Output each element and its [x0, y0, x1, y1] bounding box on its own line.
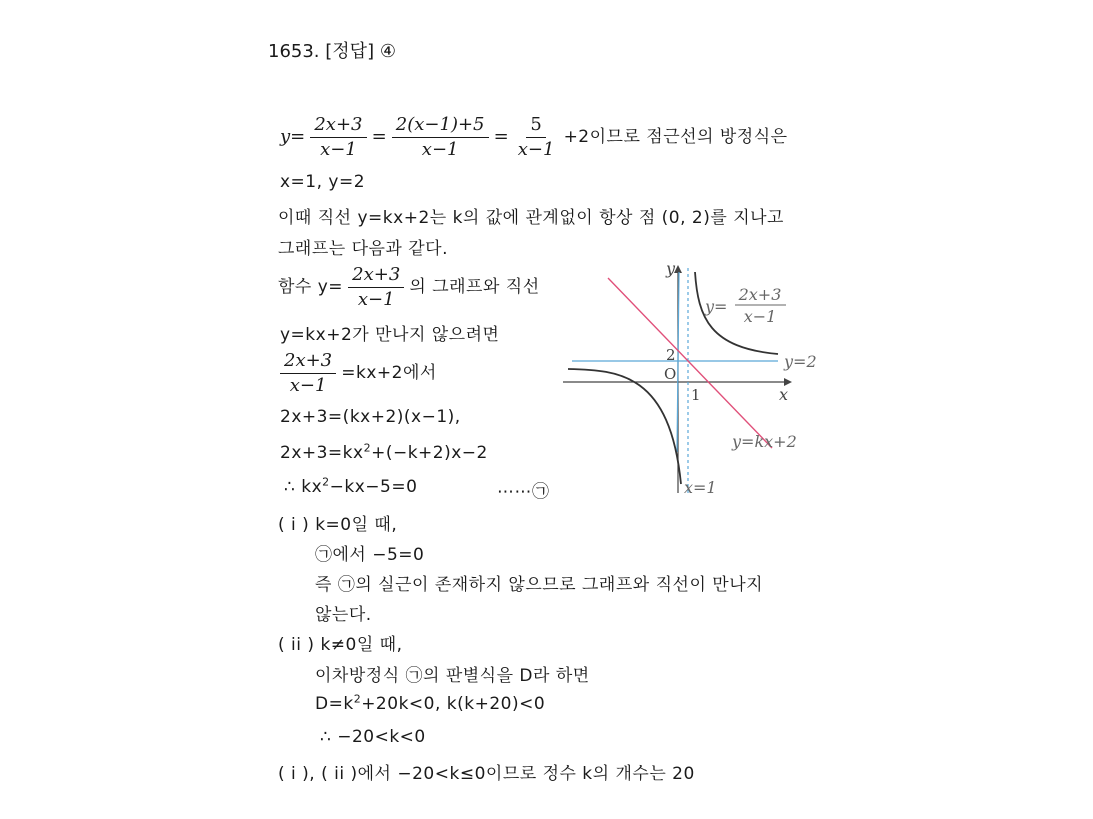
- line-1-tail: +2이므로 점근선의 방정식은: [563, 127, 788, 147]
- fraction-3: [514, 114, 559, 161]
- case-1-condition: k=0일 때,: [315, 515, 398, 535]
- line-9-b: +(−k+2)x−2: [371, 443, 488, 463]
- solution-line-5: [278, 264, 540, 311]
- fraction-1-num: 2x+3: [310, 114, 366, 138]
- fraction-5-den: x−1: [289, 375, 327, 396]
- tick-label-y-2: 2: [666, 346, 676, 364]
- case-1-label: ( i ): [278, 515, 310, 535]
- horizontal-asymptote-label: y=2: [784, 352, 817, 371]
- case-2-line-2-a: D=k: [315, 694, 354, 714]
- hyperbola-graph: [560, 258, 830, 504]
- case-2-line-3: ∴ −20<k<0: [320, 727, 426, 747]
- solution-line-6: y=kx+2가 만나지 않으려면: [280, 325, 500, 345]
- y-axis-arrow-icon: [674, 265, 682, 273]
- line-9-sup: 2: [363, 441, 372, 455]
- case-1-line-3: 않는다.: [315, 605, 372, 625]
- case-2-condition: k≠0일 때,: [320, 635, 403, 655]
- answer-tag: [정답]: [325, 41, 375, 62]
- case-1-header: [278, 510, 397, 535]
- fraction-2-den: x−1: [421, 139, 459, 160]
- hyperbola-left-branch: [568, 369, 681, 484]
- line-9-a: 2x+3=kx: [280, 443, 364, 463]
- tick-label-x-1: 1: [691, 386, 701, 404]
- fraction-2-num: 2(x−1)+5: [392, 114, 489, 138]
- solution-line-10: [284, 477, 417, 497]
- fraction-4-num: 2x+3: [348, 264, 404, 288]
- x-axis-label: x: [779, 385, 789, 404]
- fraction-5-num: 2x+3: [280, 350, 336, 374]
- case-2-header: [278, 630, 403, 655]
- line-5-post: 의 그래프와 직선: [409, 277, 540, 297]
- fraction-3-den: x−1: [517, 139, 555, 160]
- case-2-line-2-sup: 2: [353, 692, 362, 706]
- case-1-line-2: 즉 ㉠의 실근이 존재하지 않으므로 그래프와 직선이 만나지: [315, 575, 764, 595]
- case-2-line-2: [315, 694, 545, 714]
- problem-header: [268, 37, 396, 63]
- solution-line-8: 2x+3=(kx+2)(x−1),: [280, 407, 461, 427]
- curve-label-prefix: y=: [705, 297, 728, 316]
- fraction-1: [310, 114, 366, 161]
- solution-line-2: x=1, y=2: [280, 172, 366, 192]
- problem-number: 1653.: [268, 41, 320, 62]
- case-1-line-1: ㉠에서 −5=0: [315, 545, 425, 565]
- therefore-symbol: ∴: [284, 477, 296, 497]
- line-10-sup: 2: [322, 475, 330, 489]
- conclusion: ( i ), ( ii )에서 −20<k≤0이므로 정수 k의 개수는 20: [278, 764, 695, 784]
- case-2-label: ( ii ): [278, 635, 315, 655]
- fraction-3-num: 5: [526, 114, 545, 138]
- line-label: y=kx+2: [732, 432, 797, 451]
- y-axis-label: y: [666, 259, 676, 278]
- equation-reference: ⋯⋯㉠: [497, 482, 550, 502]
- line-7-post: =kx+2에서: [341, 363, 437, 383]
- fraction-5: [280, 350, 336, 397]
- vertical-asymptote-label: x=1: [684, 478, 717, 497]
- fraction-1-den: x−1: [320, 139, 357, 160]
- line-5-pre: 함수 y=: [278, 277, 344, 297]
- solution-line-1: [280, 114, 788, 161]
- solution-line-3: 이때 직선 y=kx+2는 k의 값에 관계없이 항상 점 (0, 2)를 지나고: [278, 208, 784, 228]
- fraction-4: [348, 264, 404, 311]
- fraction-4-den: x−1: [357, 289, 395, 310]
- origin-label: O: [664, 365, 677, 383]
- case-2-line-2-b: +20k<0, k(k+20)<0: [361, 694, 546, 714]
- solution-line-7: [280, 350, 437, 397]
- lhs: y=: [280, 126, 306, 147]
- answer-value: ④: [379, 41, 396, 62]
- case-2-line-1: 이차방정식 ㉠의 판별식을 D라 하면: [315, 666, 590, 686]
- line-10-a: kx: [301, 477, 323, 497]
- line-10-b: −kx−5=0: [329, 477, 418, 497]
- solution-line-4: 그래프는 다음과 같다.: [278, 239, 449, 259]
- fraction-2: [392, 114, 489, 161]
- curve-label-denominator: x−1: [743, 307, 777, 326]
- equals-2: =: [493, 126, 509, 147]
- equals-1: =: [371, 126, 387, 147]
- solution-line-9: [280, 443, 488, 463]
- curve-label-numerator: 2x+3: [738, 285, 782, 304]
